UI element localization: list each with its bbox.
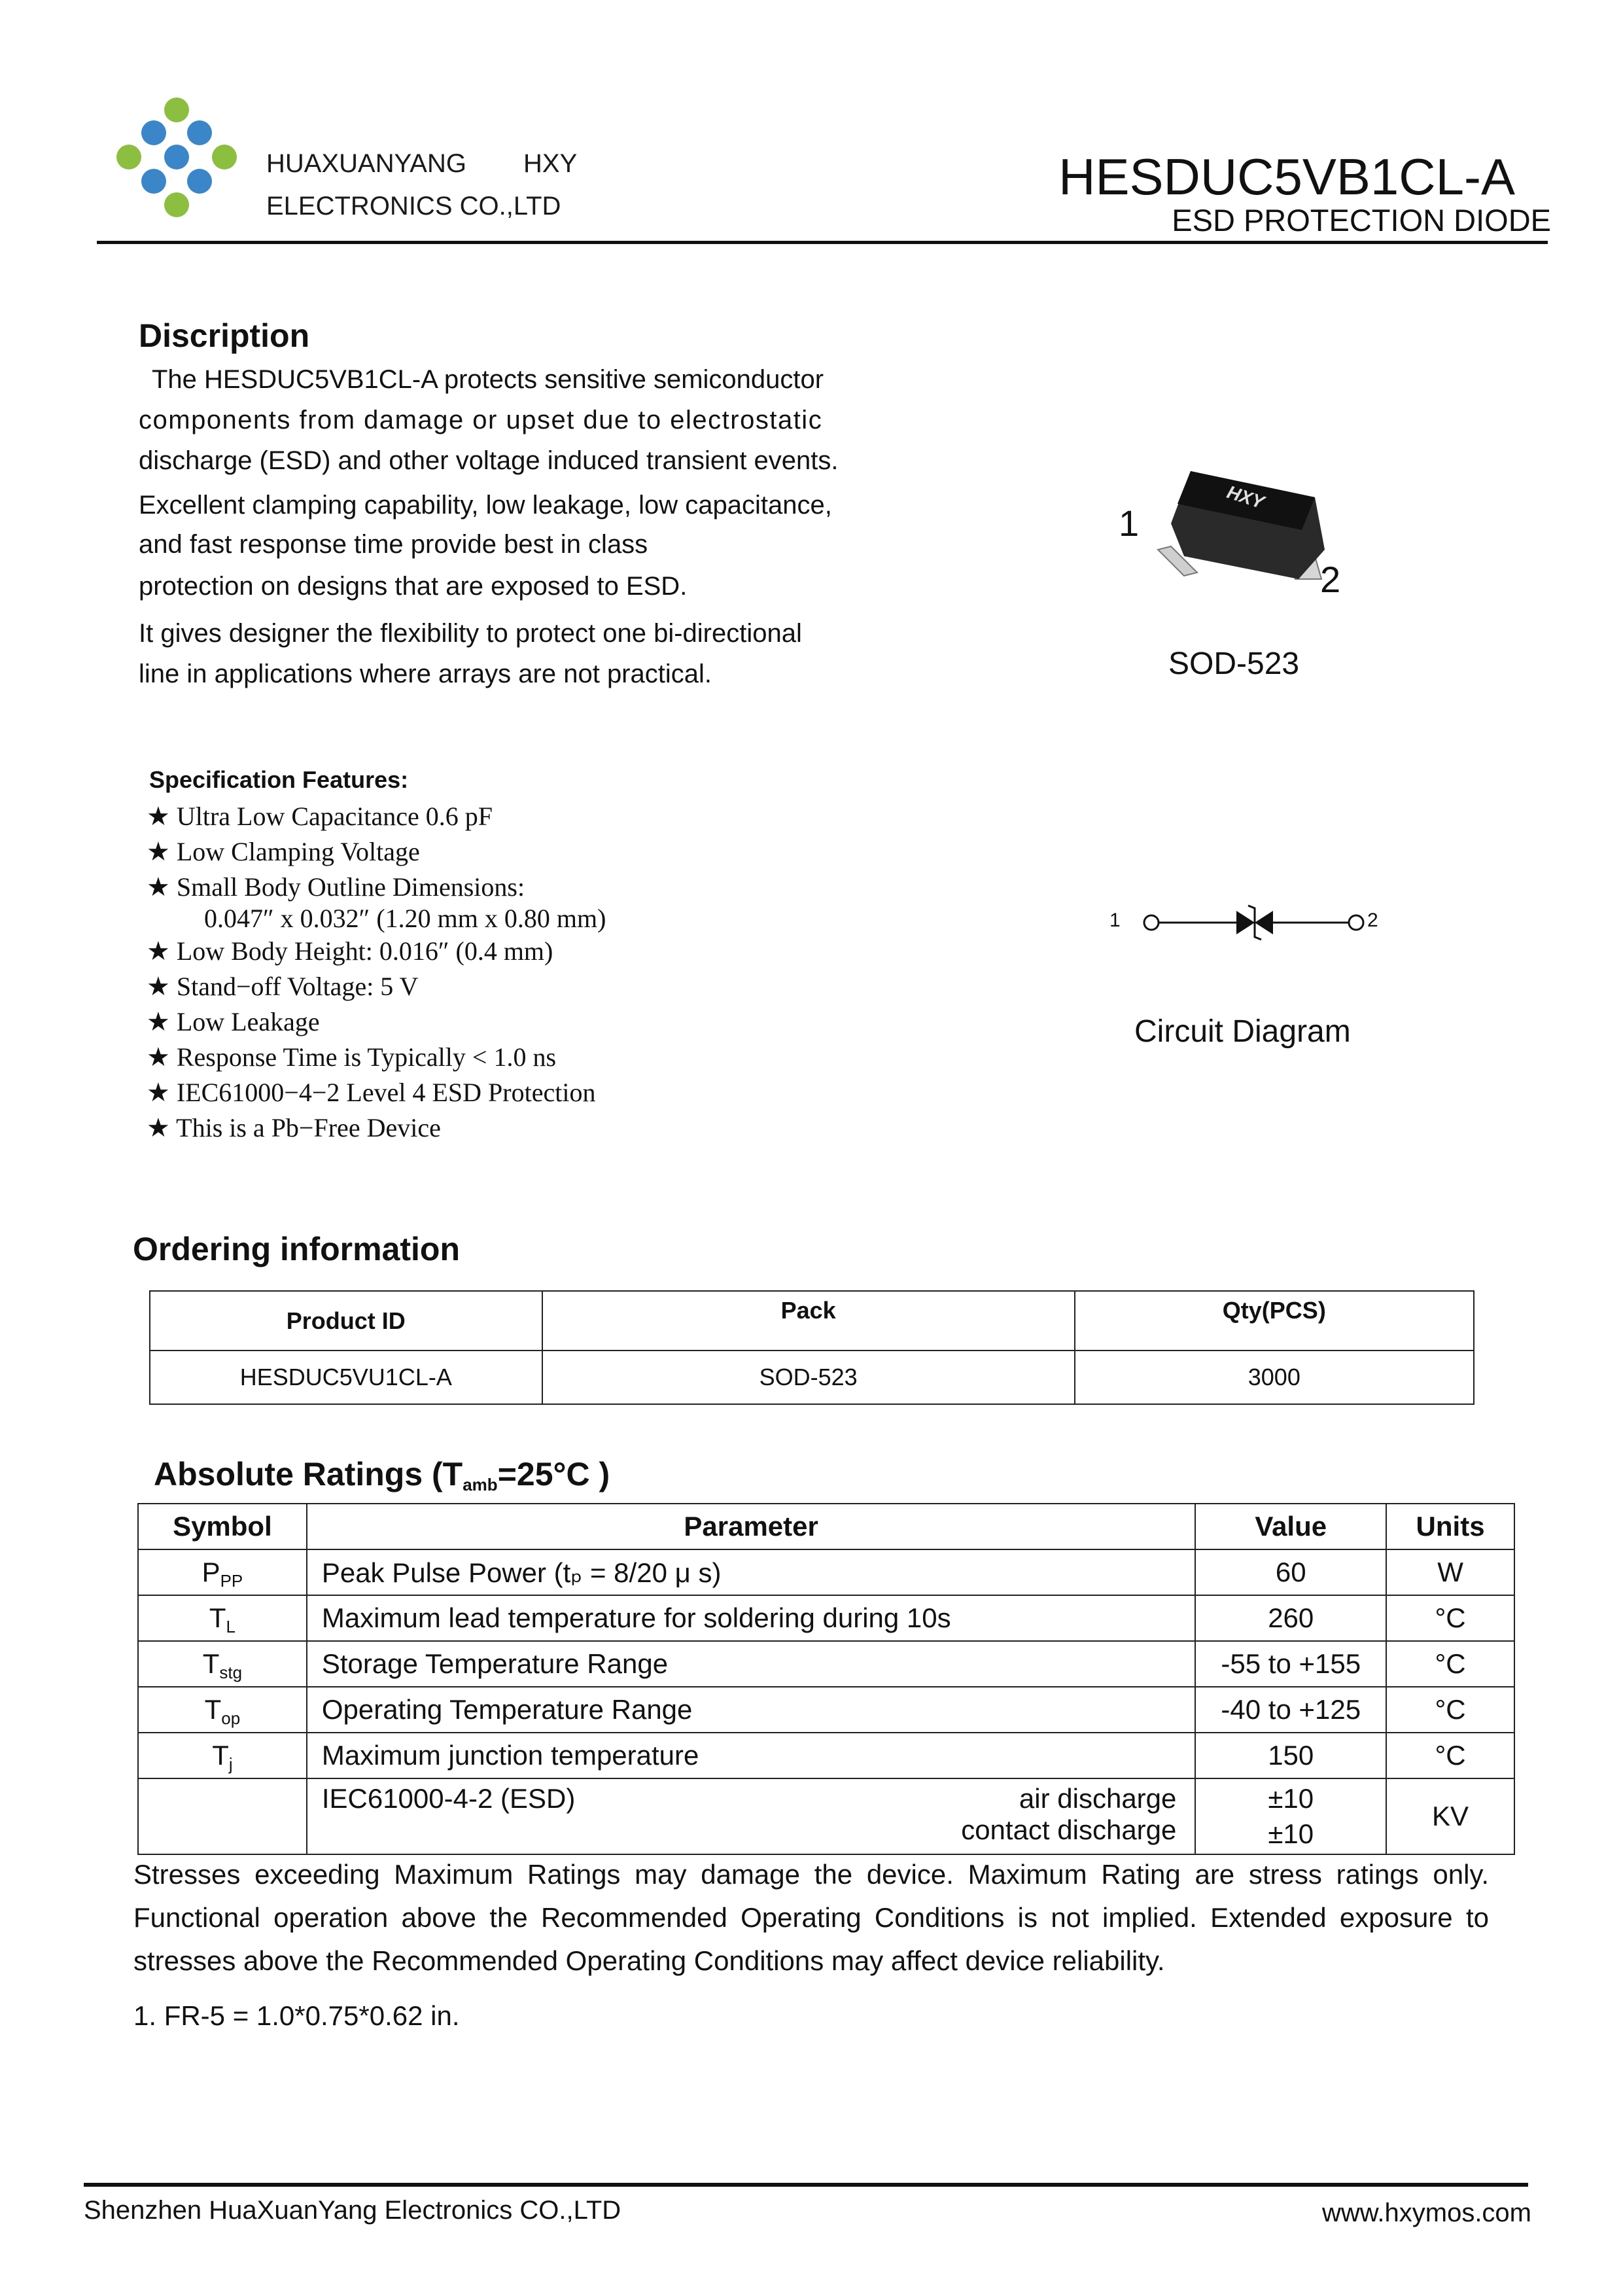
feature-item: ★ Response Time is Typically < 1.0 ns [147, 1042, 557, 1072]
footer-company: Shenzhen HuaXuanYang Electronics CO.,LTD [84, 2196, 621, 2225]
circuit-caption: Circuit Diagram [1134, 1014, 1351, 1049]
notes-line: Stresses exceeding Maximum Ratings may damage the device. Maximum Rating are stress ratings only. [133, 1859, 1489, 1890]
column-header: Pack [542, 1291, 1075, 1351]
star-icon: ★ [147, 837, 170, 866]
company-logo [114, 97, 239, 228]
esd-contact-label: contact discharge [961, 1814, 1177, 1845]
table-cell: SOD-523 [542, 1351, 1075, 1404]
table-cell: 3000 [1075, 1351, 1474, 1404]
footnote: 1. FR-5 = 1.0*0.75*0.62 in. [133, 2000, 460, 2031]
symbol-cell [138, 1778, 307, 1854]
parameter-cell: Peak Pulse Power (tₚ = 8/20 μ s) [307, 1549, 1196, 1595]
description-line: protection on designs that are exposed to ESD. [139, 572, 688, 601]
header-divider [97, 241, 1548, 244]
parameter-cell: Maximum junction temperature [307, 1733, 1196, 1778]
circuit-pin2-label: 2 [1367, 910, 1378, 931]
table-header-row [138, 1504, 1514, 1549]
logo-dot [187, 120, 212, 145]
logo-dot [164, 192, 189, 217]
column-header: Symbol [138, 1504, 307, 1549]
esd-contact-value: ±10 [1268, 1818, 1314, 1849]
feature-item: ★ Ultra Low Capacitance 0.6 pF [147, 802, 493, 831]
column-header: Units [1386, 1504, 1514, 1549]
company-name-line2: ELECTRONICS CO.,LTD [266, 192, 561, 221]
unit-cell: °C [1386, 1733, 1514, 1778]
circuit-pin1-label: 1 [1109, 910, 1121, 931]
notes-line: Functional operation above the Recommended Operating Conditions is not implied. Extended exposure to [133, 1902, 1489, 1933]
logo-dot [164, 97, 189, 122]
table-header-row [150, 1291, 1474, 1351]
feature-item: ★ Low Leakage [147, 1007, 320, 1036]
table-row [138, 1595, 1514, 1641]
value-cell: 260 [1195, 1595, 1386, 1641]
unit-cell: W [1386, 1549, 1514, 1595]
column-header: Qty(PCS) [1075, 1291, 1474, 1351]
star-icon: ★ [147, 972, 170, 1001]
value-cell: -40 to +125 [1195, 1687, 1386, 1733]
logo-dot [116, 145, 141, 169]
table-row-esd [138, 1778, 1514, 1854]
description-line: It gives designer the flexibility to protect one bi-directional [139, 619, 802, 648]
notes-line: stresses above the Recommended Operating Conditions may affect device reliability. [133, 1945, 1165, 1976]
star-icon: ★ [147, 936, 170, 966]
company-name-line1: HUAXUANYANG [266, 149, 466, 178]
table-row [138, 1733, 1514, 1778]
star-icon: ★ [147, 802, 170, 831]
table-cell: HESDUC5VU1CL-A [150, 1351, 542, 1404]
absolute-ratings-table [137, 1503, 1515, 1855]
document-subtitle: ESD PROTECTION DIODE [1172, 203, 1551, 238]
description-line: and fast response time provide best in class [139, 530, 648, 559]
esd-air-label: air discharge [1019, 1783, 1177, 1814]
star-icon: ★ [147, 1078, 170, 1107]
column-header: Product ID [150, 1291, 542, 1351]
feature-item: ★ Small Body Outline Dimensions: [147, 872, 525, 902]
logo-dot [141, 120, 166, 145]
star-icon: ★ [147, 872, 170, 902]
description-heading: Discription [139, 317, 310, 354]
description-line: components from damage or upset due to electrostatic [139, 406, 823, 434]
feature-item: ★ IEC61000−4−2 Level 4 ESD Protection [147, 1078, 596, 1107]
table-row [138, 1641, 1514, 1687]
parameter-cell [307, 1778, 1196, 1854]
star-icon: ★ [147, 1007, 170, 1036]
footer-website-link[interactable]: www.hxymos.com [1321, 2199, 1531, 2227]
value-cell: 150 [1195, 1733, 1386, 1778]
description-line: The HESDUC5VB1CL-A protects sensitive semiconductor [152, 365, 824, 394]
parameter-cell: Storage Temperature Range [307, 1641, 1196, 1687]
star-icon: ★ [147, 1113, 170, 1142]
unit-cell: °C [1386, 1595, 1514, 1641]
package-pin2-label: 2 [1320, 559, 1341, 600]
unit-cell: °C [1386, 1687, 1514, 1733]
logo-dot [141, 169, 166, 194]
part-number-title: HESDUC5VB1CL-A [1058, 148, 1515, 205]
symbol-cell: $T_{op}$ [138, 1687, 307, 1733]
parameter-cell: Operating Temperature Range [307, 1687, 1196, 1733]
package-caption: SOD-523 [1168, 646, 1300, 681]
company-abbr: HXY [523, 149, 578, 178]
feature-item: ★ Low Body Height: 0.016″ (0.4 mm) [147, 936, 553, 966]
value-cell [1195, 1778, 1386, 1854]
esd-parameter: IEC61000-4-2 (ESD) [321, 1783, 576, 1814]
table-row [150, 1351, 1474, 1404]
circuit-diagram-symbol [1106, 896, 1393, 949]
symbol-cell: $T_j$ [138, 1733, 307, 1778]
star-icon: ★ [147, 1042, 170, 1072]
value-cell: -55 to +155 [1195, 1641, 1386, 1687]
value-cell: 60 [1195, 1549, 1386, 1595]
column-header: Value [1195, 1504, 1386, 1549]
features-title: Specification Features: [149, 766, 409, 793]
description-line: line in applications where arrays are not practical. [139, 660, 712, 688]
description-line: discharge (ESD) and other voltage induced transient events. [139, 446, 839, 475]
column-header: Parameter [307, 1504, 1196, 1549]
footer-divider [84, 2183, 1528, 2187]
symbol-cell: $T_L$ [138, 1595, 307, 1641]
esd-air-value: ±10 [1268, 1783, 1314, 1814]
ordering-table [149, 1290, 1475, 1405]
logo-dot [164, 145, 189, 169]
package-pin1-label: 1 [1119, 503, 1140, 544]
logo-dot [187, 169, 212, 194]
unit-cell: KV [1386, 1778, 1514, 1854]
unit-cell: °C [1386, 1641, 1514, 1687]
description-line: Excellent clamping capability, low leakage, low capacitance, [139, 491, 832, 520]
table-row [138, 1687, 1514, 1733]
package-marking: HXY [1224, 482, 1267, 513]
feature-item-continuation: 0.047″ x 0.032″ (1.20 mm x 0.80 mm) [204, 904, 606, 933]
parameter-cell: Maximum lead temperature for soldering during 10s [307, 1595, 1196, 1641]
symbol-cell: $T_{stg}$ [138, 1641, 307, 1687]
feature-item: ★ This is a Pb−Free Device [147, 1113, 441, 1142]
table-row [138, 1549, 1514, 1595]
feature-item: ★ Low Clamping Voltage [147, 837, 420, 866]
logo-dot [212, 145, 237, 169]
feature-item: ★ Stand−off Voltage: 5 V [147, 972, 419, 1001]
symbol-cell: $P_{PP}$ [138, 1549, 307, 1595]
ordering-heading: Ordering information [133, 1231, 460, 1267]
ratings-heading: Absolute Ratings ($T_{amb}=25^\circ C$ ) [154, 1456, 610, 1494]
